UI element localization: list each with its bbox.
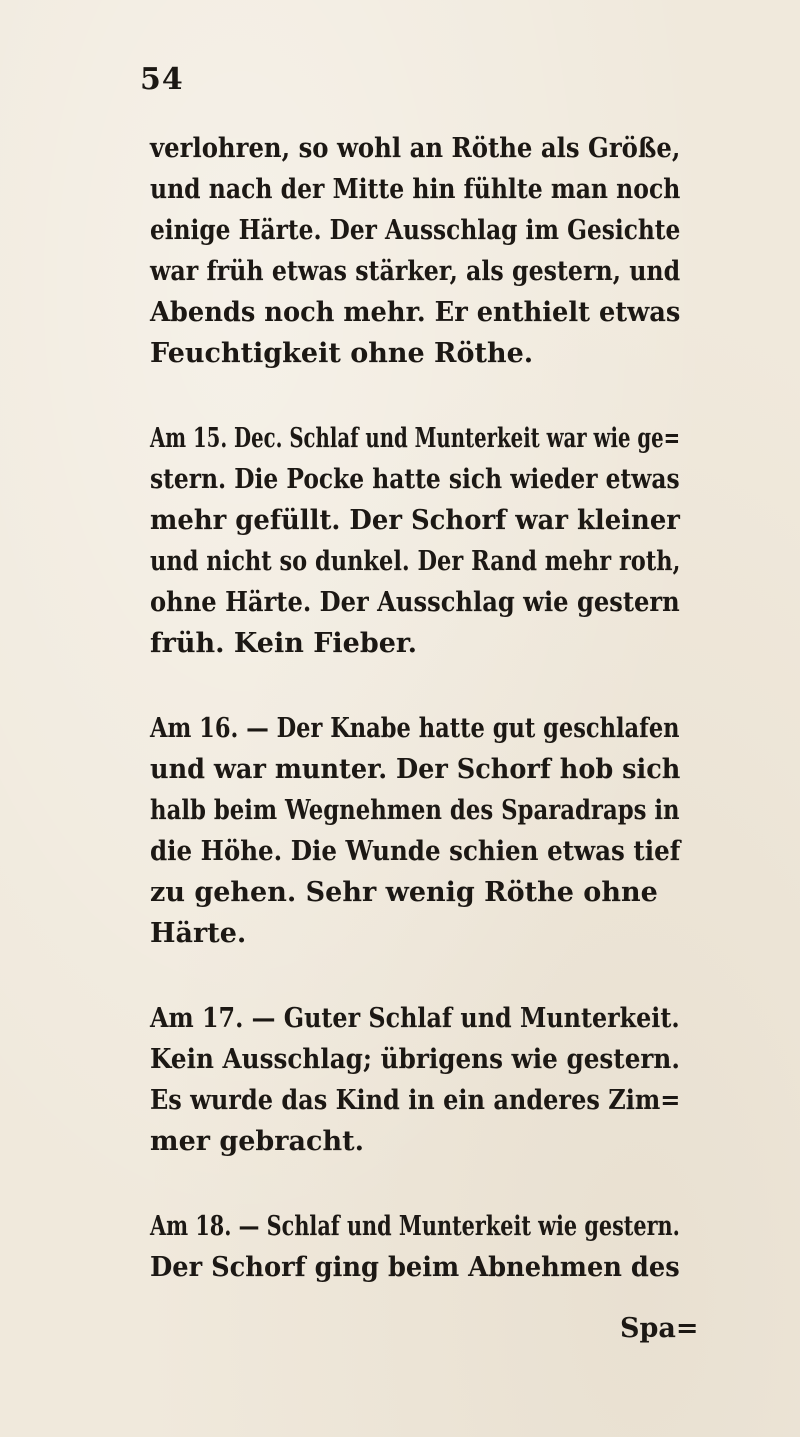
paragraph-3 (150, 708, 680, 954)
text-line: die Höhe. Die Wunde schien etwas tief (150, 836, 681, 867)
text-line: mehr gefüllt. Der Schorf war kleiner (150, 505, 680, 536)
body-text (150, 128, 680, 1332)
page-number: 54 (140, 62, 184, 97)
text-line: Es wurde das Kind in ein anderes Zim= (150, 1085, 681, 1116)
text-line: und nicht so dunkel. Der Rand mehr roth, (150, 546, 681, 577)
text-line: Kein Ausschlag; übrigens wie gestern. (150, 1044, 680, 1075)
paragraph-2 (150, 418, 680, 664)
text-line: zu gehen. Sehr wenig Röthe ohne (150, 877, 658, 908)
text-line: halb beim Wegnehmen des Sparadraps in (150, 795, 680, 826)
text-line: Am 18. — Schlaf und Munterkeit wie gestern. (150, 1211, 680, 1242)
text-line: war früh etwas stärker, als gestern, und (150, 256, 681, 287)
text-line: Am 16. — Der Knabe hatte gut geschlafen (150, 713, 680, 744)
text-line: Feuchtigkeit ohne Röthe. (150, 338, 534, 369)
text-line: Der Schorf ging beim Abnehmen des (150, 1252, 680, 1283)
text-line: und war munter. Der Schorf hob sich (150, 754, 681, 785)
text-line: Abends noch mehr. Er enthielt etwas (150, 297, 681, 328)
text-line: Am 15. Dec. Schlaf und Munterkeit war wie ge= (150, 423, 681, 454)
text-line: ohne Härte. Der Ausschlag wie gestern (150, 587, 680, 618)
text-line: einige Härte. Der Ausschlag im Gesichte (150, 215, 681, 246)
paragraph-1 (150, 128, 680, 374)
text-line: mer gebracht. (150, 1126, 364, 1157)
text-line: stern. Die Pocke hatte sich wieder etwas (150, 464, 680, 495)
catchword: Spa= (620, 1313, 699, 1344)
text-line: Am 17. — Guter Schlaf und Munterkeit. (150, 1003, 680, 1034)
text-line: Härte. (150, 918, 247, 949)
text-line: früh. Kein Fieber. (150, 628, 418, 659)
text-line: verlohren, so wohl an Röthe als Größe, (150, 133, 681, 164)
paragraph-5 (150, 1206, 680, 1288)
text-line: und nach der Mitte hin fühlte man noch (150, 174, 681, 205)
paragraph-4 (150, 998, 680, 1162)
